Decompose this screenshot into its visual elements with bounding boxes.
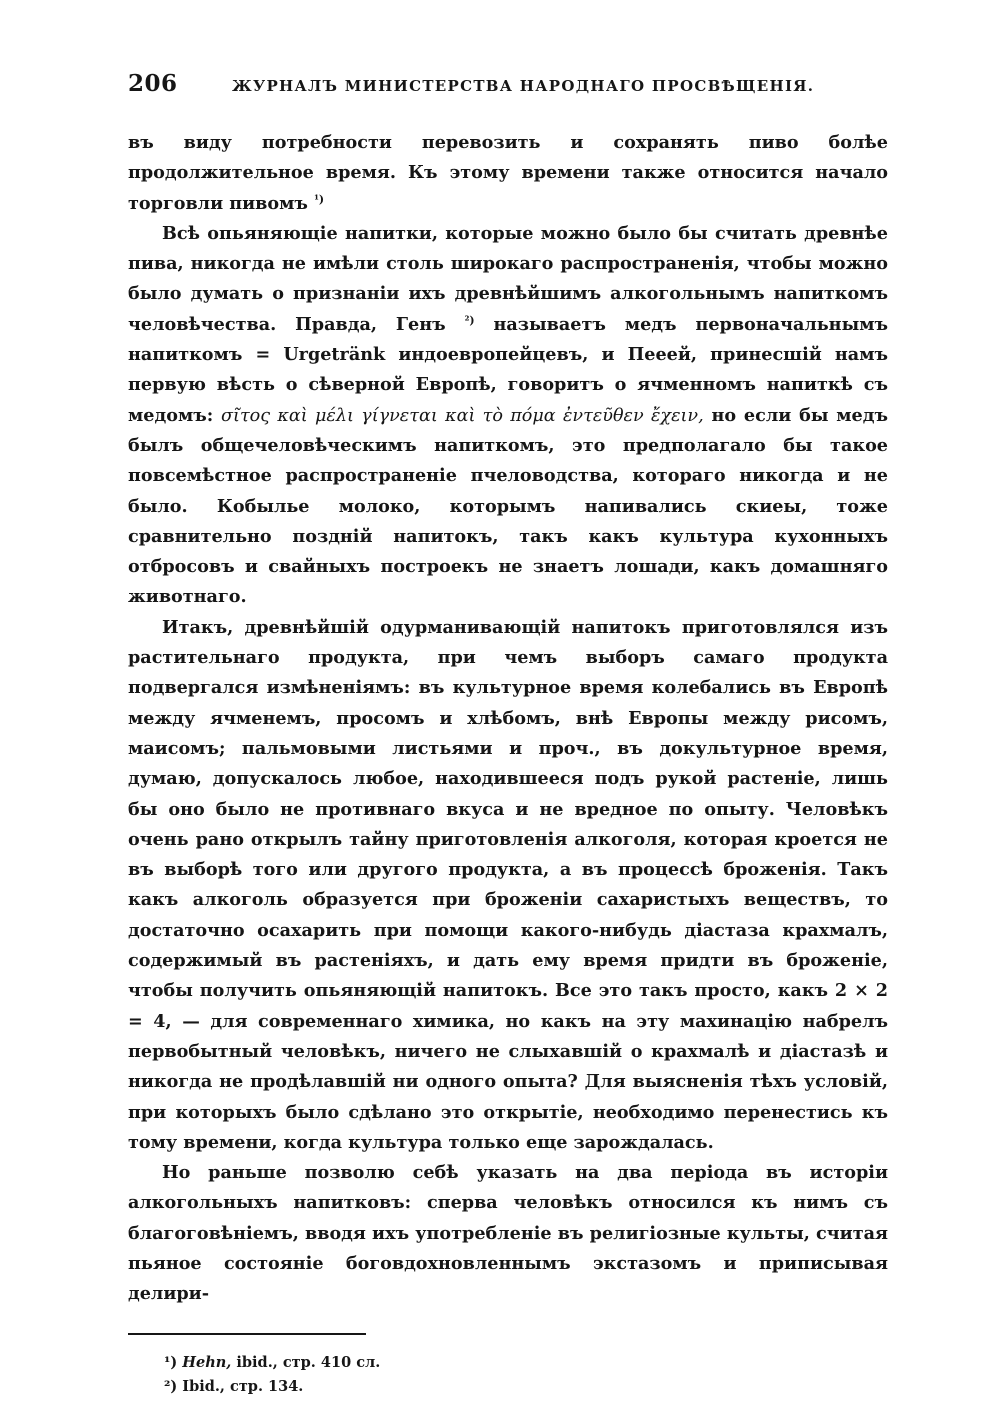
paragraph-2-part2: называетъ медъ первоначальнымъ напиткомъ = Urgetränk индоевропейцевъ, и Пееей, принесшій намъ первую вѣсть о сѣверной Европѣ, говоритъ о ячменномъ напиткѣ съ медомъ: bbox=[128, 313, 888, 426]
footnotes bbox=[128, 1351, 888, 1399]
footnote-divider bbox=[128, 1333, 366, 1335]
paragraph-2-part1: Всѣ опьяняющіе напитки, которые можно было бы считать древнѣе пива, никогда не имѣли столь широкаго распространенія, чтобы можно было думать о признаніи ихъ древнѣйшимъ алкогольнымъ напиткомъ человѣчества. Правда, Генъ bbox=[128, 222, 888, 335]
footnote-1-text: ibid., стр. 410 сл. bbox=[236, 1353, 381, 1371]
paragraph-1-text: въ виду потребности перевозить и сохранять пиво болѣе продолжительное время. Къ этому времени также относится начало торговли пивомъ bbox=[128, 132, 888, 214]
book-page bbox=[128, 70, 888, 1399]
paragraph-2-part3: но если бы медъ былъ общечеловѣческимъ напиткомъ, это предполагало бы такое повсемѣстное распространеніе пчеловодства, котораго никогда и не было. Кобылье молоко, которымъ напивались скиеы, тоже сравнительно поздній напитокъ, такъ какъ культура кухонныхъ отбросовъ и свайныхъ построекъ не знаетъ лошади, какъ домашняго животнаго. bbox=[128, 404, 888, 608]
page-number: 206 bbox=[128, 70, 178, 97]
paragraph-4-text: Но раньше позволю себѣ указать на два періода въ исторіи алкогольныхъ напитковъ: сперва человѣкъ относился къ нимъ съ благоговѣніемъ, вводя ихъ употребленіе въ религіозные культы, считая пьяное состояніе боговдохновленнымъ экстазомъ и приписывая делири- bbox=[128, 1162, 888, 1305]
footnote-2-text: Ibid., стр. 134. bbox=[182, 1377, 304, 1395]
paragraph-1 bbox=[128, 128, 888, 219]
body-text bbox=[128, 128, 888, 1310]
greek-quotation: σῖτος καὶ μέλι γίγνεται καὶ τὸ πόμα ἐντεῦθεν ἔχειν, bbox=[221, 405, 704, 426]
footnote-1-author: Hehn, bbox=[182, 1353, 232, 1371]
footnote-ref-1: ¹) bbox=[314, 192, 325, 206]
paragraph-3 bbox=[128, 613, 888, 1158]
paragraph-2 bbox=[128, 219, 888, 613]
paragraph-4 bbox=[128, 1158, 888, 1309]
footnote-ref-2: ²) bbox=[464, 313, 475, 327]
page-header bbox=[128, 70, 888, 106]
footnote-2-mark: ²) bbox=[164, 1377, 178, 1395]
paragraph-3-text: Итакъ, древнѣйшій одурманивающій напитокъ приготовлялся изъ растительнаго продукта, при чемъ выборъ самаго продукта подвергался измѣненіямъ: въ культурное время колебались въ Европѣ между ячменемъ, просомъ и хлѣбомъ, внѣ Европы между рисомъ, маисомъ; пальмовыми листьями и проч., въ докультурное время, думаю, допускалось любое, находившееся подъ рукой растеніе, лишь бы оно было не противнаго вкуса и не вредное по опыту. Человѣкъ очень рано открылъ тайну приготовленія алкоголя, которая кроется не въ выборѣ того или другого продукта, а въ процессѣ броженія. Такъ какъ алкоголь образуется при броженіи сахаристыхъ веществъ, то достаточно осахарить при помощи какого-нибудь діастаза крахмалъ, содержимый въ растеніяхъ, и дать ему время придти въ броженіе, чтобы получить опьяняющій напитокъ. Все это такъ просто, какъ 2 × 2 = 4, — для современнаго химика, но какъ на эту махинацію набрелъ первобытный человѣкъ, ничего не слыхавшій о крахмалѣ и діастазѣ и никогда не продѣлавшій ни одного опыта? Для выясненія тѣхъ условій, при которыхъ было сдѣлано это открытіе, необходимо перенестись къ тому времени, когда культура только еще зарождалась. bbox=[128, 616, 888, 1153]
footnote-2 bbox=[128, 1375, 888, 1399]
footnote-1 bbox=[128, 1351, 888, 1375]
running-title: ЖУРНАЛЪ МИНИСТЕРСТВА НАРОДНАГО ПРОСВѢЩЕНІЯ. bbox=[232, 77, 815, 95]
footnote-1-mark: ¹) bbox=[164, 1353, 178, 1371]
